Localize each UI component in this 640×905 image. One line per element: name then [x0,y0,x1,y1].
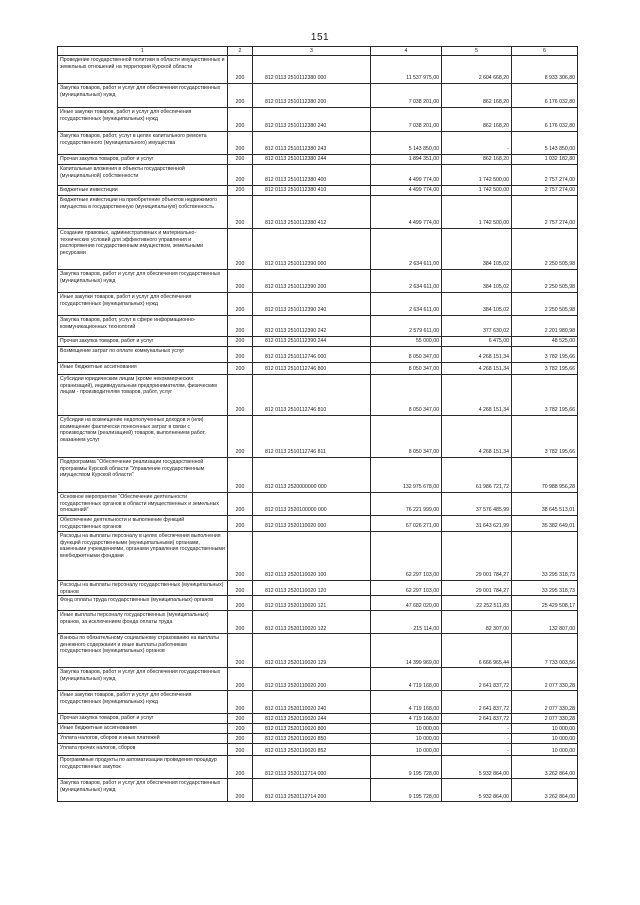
row-name-cell: Бюджетные инвестиции [58,186,228,196]
row-col6-cell: 10 000,00 [512,734,578,744]
header-cell: 3 [253,47,371,56]
row-col2-cell: 200 [228,56,253,84]
row-col2-cell: 200 [228,229,253,270]
row-name-cell: Иные закупки товаров, работ и услуг для обеспечения государственных (муниципальных) нужд [58,293,228,316]
row-col4-cell: 14 399 969,00 [371,634,442,668]
row-name-cell: Закупка товаров, работ и услуг для обеспечения государственных (муниципальных) нужд [58,84,228,108]
row-col6-cell: 10 000,00 [512,724,578,734]
row-code-cell: 812 0113 2510112746 800 [253,363,371,375]
row-col5-cell: 61 986 721,72 [442,458,512,493]
row-name-cell: Иные закупки товаров, работ и услуг для обеспечения государственных (муниципальных) нужд [58,108,228,132]
row-code-cell: 812 0113 2510112746 811 [253,416,371,458]
row-col6-cell: 2 757 274,00 [512,196,578,229]
row-col5-cell: 862 168,20 [442,84,512,108]
row-col6-cell: 2 250 505,98 [512,293,578,316]
row-col4-cell: 9 195 728,00 [371,779,442,802]
row-col2-cell: 200 [228,516,253,532]
row-col2-cell: 200 [228,611,253,634]
row-code-cell: 812 0113 2520110020 129 [253,634,371,668]
row-col2-cell: 200 [228,337,253,347]
row-col4-cell: 132 975 678,00 [371,458,442,493]
table-row [58,186,578,196]
row-code-cell: 812 0113 2520110020 100 [253,532,371,581]
row-col2-cell: 200 [228,532,253,581]
row-col5-cell: - [442,744,512,756]
row-code-cell: 812 0113 2510112390 244 [253,337,371,347]
row-col4-cell: 55 000,00 [371,337,442,347]
row-name-cell: Капитальные вложения в объекты государственной (муниципальной) собственности [58,165,228,186]
row-col5-cell: 6 666 965,44 [442,634,512,668]
row-col6-cell: 70 988 956,28 [512,458,578,493]
table-row [58,756,578,779]
table-row [58,734,578,744]
row-name-cell: Прочая закупка товаров, работ и услуг [58,714,228,724]
row-code-cell: 812 0113 2510112380 000 [253,56,371,84]
row-col4-cell: 4 719 168,00 [371,714,442,724]
row-col5-cell: 2 641 837,72 [442,668,512,691]
row-col5-cell: - [442,724,512,734]
row-col4-cell: 11 537 975,00 [371,56,442,84]
row-name-cell: Прочая закупка товаров, работ и услуг [58,155,228,165]
row-name-cell: Подпрограмма "Обеспечение реализации государственной программы Курской области "Управление государственным имуществом Курской области" [58,458,228,493]
row-col5-cell: 4 268 151,34 [442,416,512,458]
table-row [58,165,578,186]
row-name-cell: Проведение государственной политики в области имущественных и земельных отношений на территории Курской области [58,56,228,84]
table-row [58,724,578,734]
row-code-cell: 812 0113 2520110020 852 [253,744,371,756]
row-col5-cell: 37 576 485,99 [442,493,512,516]
table-row [58,347,578,363]
row-col4-cell: 4 499 774,00 [371,165,442,186]
row-name-cell: Взносы по обязательному социальному страхованию на выплаты денежного содержания и иные выплаты работникам государственных (муниципальных) органов [58,634,228,668]
header-cell: 4 [371,47,442,56]
row-code-cell: 812 0113 2510112380 410 [253,186,371,196]
row-col5-cell: 4 268 151,34 [442,363,512,375]
row-col4-cell: 8 050 347,00 [371,363,442,375]
row-col6-cell: 25 429 508,17 [512,596,578,611]
row-col6-cell: 38 645 513,01 [512,493,578,516]
row-col2-cell: 200 [228,165,253,186]
row-col6-cell: 10 000,00 [512,744,578,756]
row-col4-cell: 76 221 999,00 [371,493,442,516]
table-row [58,84,578,108]
row-col5-cell: 4 268 151,34 [442,347,512,363]
row-code-cell: 812 0113 2520100000 000 [253,493,371,516]
row-col6-cell: 3 782 195,66 [512,347,578,363]
row-col2-cell: 200 [228,108,253,132]
row-code-cell: 812 0113 2520110020 200 [253,668,371,691]
row-col2-cell: 200 [228,734,253,744]
row-col6-cell: 1 032 182,80 [512,155,578,165]
row-col2-cell: 200 [228,744,253,756]
row-name-cell: Расходы на выплаты персоналу в целях обеспечения выполнения функций государственными (муниципальными) органами, казенными учреждениями, органами управления государственными внебюджетными фондами [58,532,228,581]
row-col2-cell: 200 [228,458,253,493]
row-name-cell: Закупка товаров, работ, услуг в целях капитального ремонта государственного (муниципального) имущества [58,132,228,155]
row-col4-cell: 10 000,00 [371,744,442,756]
table-row [58,363,578,375]
row-name-cell: Возмещение затрат по оплате коммунальных услуг [58,347,228,363]
row-col2-cell: 200 [228,668,253,691]
row-col6-cell: 2 077 330,28 [512,691,578,714]
table-row [58,493,578,516]
row-col6-cell: 2 757 274,00 [512,186,578,196]
row-col5-cell: 29 001 784,27 [442,532,512,581]
header-cell: 2 [228,47,253,56]
row-col5-cell: 2 604 668,20 [442,56,512,84]
table-row [58,458,578,493]
row-col5-cell: 862 168,20 [442,108,512,132]
row-col2-cell: 200 [228,581,253,596]
row-col5-cell: 1 742 500,00 [442,165,512,186]
row-code-cell: 812 0113 2520112714 200 [253,779,371,802]
row-name-cell: Прочая закупка товаров, работ и услуг [58,337,228,347]
table-row [58,714,578,724]
row-col2-cell: 200 [228,724,253,734]
row-col4-cell: 7 038 201,00 [371,84,442,108]
row-col6-cell: 5 143 850,00 [512,132,578,155]
table-row [58,229,578,270]
row-col5-cell: 384 105,02 [442,270,512,293]
row-col6-cell: 3 782 195,66 [512,375,578,416]
row-col6-cell: 3 782 195,66 [512,416,578,458]
row-col6-cell: 6 176 032,80 [512,108,578,132]
row-col4-cell: 4 719 168,00 [371,668,442,691]
row-name-cell: Расходы на выплаты персоналу государственных (муниципальных) органов [58,581,228,596]
row-code-cell: 812 0113 2520110020 000 [253,516,371,532]
row-col4-cell: 8 050 347,00 [371,347,442,363]
row-code-cell: 812 0113 2510112390 000 [253,229,371,270]
row-col2-cell: 200 [228,493,253,516]
row-col4-cell: 1 894 351,00 [371,155,442,165]
row-code-cell: 812 0113 2510112390 200 [253,270,371,293]
row-col2-cell: 200 [228,347,253,363]
row-col4-cell: 62 297 103,00 [371,532,442,581]
table-row [58,532,578,581]
row-name-cell: Закупка товаров, работ и услуг для обеспечения государственных (муниципальных) нужд [58,270,228,293]
row-col6-cell: 3 782 195,66 [512,363,578,375]
table-row [58,56,578,84]
row-col6-cell: 2 250 505,98 [512,229,578,270]
row-col4-cell: 2 634 611,00 [371,293,442,316]
row-col4-cell: 5 143 850,00 [371,132,442,155]
row-col5-cell: 862 168,20 [442,155,512,165]
table-row [58,581,578,596]
table-row [58,337,578,347]
table-row [58,744,578,756]
row-name-cell: Закупка товаров, работ, услуг в сфере информационно-коммуникационных технологий [58,316,228,337]
row-col5-cell: 1 742 500,00 [442,196,512,229]
row-code-cell: 812 0113 2510112380 412 [253,196,371,229]
row-col4-cell: 2 579 611,00 [371,316,442,337]
row-col4-cell: 10 000,00 [371,724,442,734]
budget-table [57,46,578,802]
row-col4-cell: 9 195 728,00 [371,756,442,779]
row-col6-cell: 33 295 318,73 [512,532,578,581]
row-code-cell: 812 0113 2510112380 400 [253,165,371,186]
row-col4-cell: 215 114,00 [371,611,442,634]
header-cell: 1 [58,47,228,56]
row-name-cell: Основное мероприятие "Обеспечение деятельности государственных органов в области имущественных и земельных отношений" [58,493,228,516]
table-row [58,779,578,802]
row-code-cell: 812 0113 2520110020 122 [253,611,371,634]
row-col2-cell: 200 [228,196,253,229]
row-col5-cell: 5 932 864,00 [442,779,512,802]
row-code-cell: 812 0113 2510112390 242 [253,316,371,337]
row-name-cell: Иные выплаты персоналу государственных (муниципальных) органов, за исключением фонда оплаты труда [58,611,228,634]
row-col4-cell: 4 499 774,00 [371,196,442,229]
table-row [58,668,578,691]
row-col5-cell: 82 307,00 [442,611,512,634]
row-col5-cell: 5 932 864,00 [442,756,512,779]
row-col2-cell: 200 [228,714,253,724]
row-col2-cell: 200 [228,363,253,375]
row-name-cell: Уплата налогов, сборов и иных платежей [58,734,228,744]
row-col6-cell: 2 077 330,28 [512,714,578,724]
row-col2-cell: 200 [228,270,253,293]
row-col2-cell: 200 [228,84,253,108]
row-col4-cell: 47 682 020,00 [371,596,442,611]
row-col6-cell: 2 077 330,28 [512,668,578,691]
row-col6-cell: 3 262 864,00 [512,756,578,779]
row-col5-cell: 2 641 837,72 [442,691,512,714]
row-col6-cell: 2 201 980,98 [512,316,578,337]
row-code-cell: 812 0113 2510112746 000 [253,347,371,363]
row-col2-cell: 200 [228,634,253,668]
row-col2-cell: 200 [228,779,253,802]
table-row [58,611,578,634]
page-number: 151 [310,32,330,43]
row-col6-cell: 3 262 864,00 [512,779,578,802]
row-col6-cell: 6 176 032,80 [512,84,578,108]
row-name-cell: Бюджетные инвестиции на приобретение объектов недвижимого имущества в государственную (муниципальную) собственность [58,196,228,229]
row-name-cell: Фонд оплаты труда государственных (муниципальных) органов [58,596,228,611]
table-row [58,270,578,293]
row-name-cell: Создание правовых, административных и материально-технических условий для эффективного управления и распоряжения государственным имуществом, земельными ресурсами [58,229,228,270]
row-code-cell: 812 0113 2520000000 000 [253,458,371,493]
row-col6-cell: 2 757 274,00 [512,165,578,186]
row-col6-cell: 132 807,00 [512,611,578,634]
row-col5-cell: 2 641 837,72 [442,714,512,724]
row-name-cell: Программные продукты по автоматизации проведения процедур государственных закупок [58,756,228,779]
row-name-cell: Закупка товаров, работ и услуг для обеспечения государственных (муниципальных) нужд [58,668,228,691]
row-code-cell: 812 0113 2510112380 200 [253,84,371,108]
row-col5-cell: 31 643 621,99 [442,516,512,532]
row-col5-cell: 22 252 511,83 [442,596,512,611]
header-row [58,47,578,56]
row-col2-cell: 200 [228,596,253,611]
row-col6-cell: 35 382 649,01 [512,516,578,532]
table-row [58,691,578,714]
table-row [58,516,578,532]
row-name-cell: Уплата прочих налогов, сборов [58,744,228,756]
row-code-cell: 812 0113 2520112714 000 [253,756,371,779]
row-col2-cell: 200 [228,756,253,779]
row-col6-cell: 33 295 318,73 [512,581,578,596]
row-col4-cell: 4 499 774,00 [371,186,442,196]
row-col4-cell: 7 038 201,00 [371,108,442,132]
row-col2-cell: 200 [228,416,253,458]
row-col6-cell: 7 733 003,56 [512,634,578,668]
row-col5-cell: - [442,734,512,744]
row-col5-cell: 1 742 500,00 [442,186,512,196]
row-name-cell: Субсидии юридическим лицам (кроме некоммерческих организаций), индивидуальным предпринимателям, физическим лицам - производителям товаров, работ, услуг [58,375,228,416]
row-name-cell: Иные бюджетные ассигнования [58,363,228,375]
table-row [58,596,578,611]
row-name-cell: Субсидии на возмещение недополученных доходов и (или) возмещение фактически понесенных затрат в связи с производством (реализацией) товаров, выполнением работ, оказанием услуг [58,416,228,458]
row-col4-cell: 10 000,00 [371,734,442,744]
row-code-cell: 812 0113 2510112746 810 [253,375,371,416]
table-row [58,155,578,165]
row-col2-cell: 200 [228,316,253,337]
row-code-cell: 812 0113 2520110020 240 [253,691,371,714]
row-col2-cell: 200 [228,155,253,165]
table-row [58,375,578,416]
header-cell: 5 [442,47,512,56]
row-code-cell: 812 0113 2520110020 121 [253,596,371,611]
table-row [58,316,578,337]
table-row [58,293,578,316]
row-code-cell: 812 0113 2520110020 850 [253,734,371,744]
row-name-cell: Закупка товаров, работ и услуг для обеспечения государственных (муниципальных) нужд [58,779,228,802]
row-col2-cell: 200 [228,132,253,155]
row-code-cell: 812 0113 2510112380 244 [253,155,371,165]
row-code-cell: 812 0113 2510112380 243 [253,132,371,155]
row-col2-cell: 200 [228,293,253,316]
row-col4-cell: 2 634 611,00 [371,270,442,293]
row-col5-cell: 29 001 784,27 [442,581,512,596]
row-col2-cell: 200 [228,375,253,416]
row-col5-cell: 384 105,02 [442,229,512,270]
row-col4-cell: 4 719 168,00 [371,691,442,714]
row-code-cell: 812 0113 2520110020 800 [253,724,371,734]
row-col5-cell: 377 630,02 [442,316,512,337]
row-name-cell: Иные бюджетные ассигнования [58,724,228,734]
table-row [58,132,578,155]
table-row [58,108,578,132]
row-name-cell: Иные закупки товаров, работ и услуг для обеспечения государственных (муниципальных) нужд [58,691,228,714]
table-row [58,416,578,458]
row-col5-cell: 384 105,02 [442,293,512,316]
row-col4-cell: 62 297 103,00 [371,581,442,596]
row-col6-cell: 8 933 306,80 [512,56,578,84]
table-body [58,56,578,802]
row-col6-cell: 48 525,00 [512,337,578,347]
row-col5-cell: 6 475,00 [442,337,512,347]
row-name-cell: Обеспечение деятельности и выполнение функций государственных органов [58,516,228,532]
row-col4-cell: 8 050 347,00 [371,375,442,416]
row-code-cell: 812 0113 2520110020 244 [253,714,371,724]
row-code-cell: 812 0113 2520110020 120 [253,581,371,596]
table-row [58,634,578,668]
row-col2-cell: 200 [228,691,253,714]
row-col4-cell: 2 634 611,00 [371,229,442,270]
row-code-cell: 812 0113 2510112390 240 [253,293,371,316]
row-col4-cell: 8 050 347,00 [371,416,442,458]
row-code-cell: 812 0113 2510112380 240 [253,108,371,132]
header-cell: 6 [512,47,578,56]
row-col5-cell: 4 268 151,34 [442,375,512,416]
row-col2-cell: 200 [228,186,253,196]
row-col5-cell: - [442,132,512,155]
table-row [58,196,578,229]
row-col4-cell: 67 026 271,00 [371,516,442,532]
row-col6-cell: 2 250 505,98 [512,270,578,293]
